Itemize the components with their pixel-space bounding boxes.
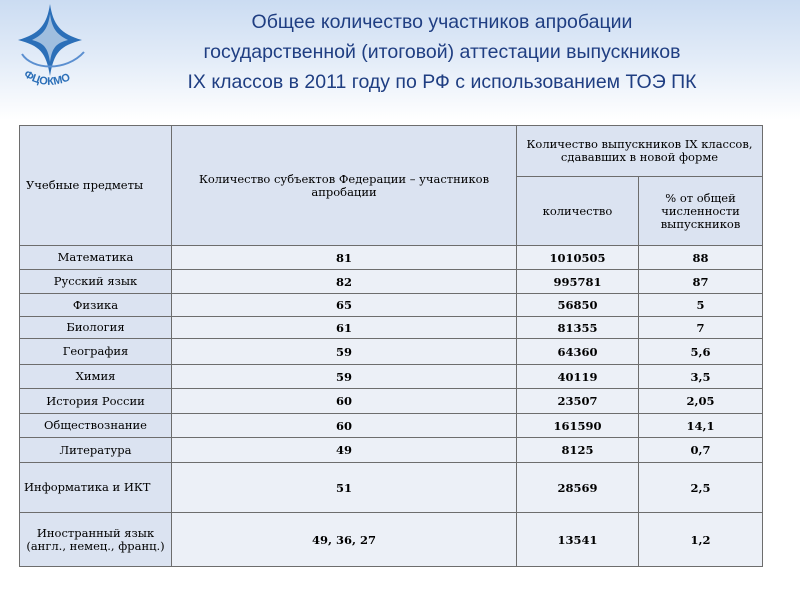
table-row — [20, 294, 763, 317]
cell-regions: 59 — [172, 365, 517, 389]
title-line: IX классов в 2011 году по РФ с использованием ТОЭ ПК — [187, 71, 697, 93]
cell-percent: 87 — [639, 270, 763, 294]
cell-regions: 60 — [172, 414, 517, 438]
table-row — [20, 246, 763, 270]
cell-count: 13541 — [517, 513, 639, 567]
cell-count: 1010505 — [517, 246, 639, 270]
cell-percent: 2,05 — [639, 389, 763, 414]
cell-count: 995781 — [517, 270, 639, 294]
cell-regions: 82 — [172, 270, 517, 294]
cell-regions: 60 — [172, 389, 517, 414]
cell-subject: История России — [20, 389, 172, 414]
title-line: Общее количество участников апробации — [251, 11, 633, 33]
header-regions: Количество субъектов Федерации – участников апробации — [172, 126, 517, 246]
cell-subject: Информатика и ИКТ — [20, 463, 172, 513]
cell-subject: Обществознание — [20, 414, 172, 438]
cell-count: 56850 — [517, 294, 639, 317]
cell-count: 23507 — [517, 389, 639, 414]
cell-percent: 3,5 — [639, 365, 763, 389]
header-subject: Учебные предметы — [20, 126, 172, 246]
page-title — [92, 7, 792, 97]
cell-regions: 59 — [172, 339, 517, 365]
cell-count: 64360 — [517, 339, 639, 365]
cell-regions: 65 — [172, 294, 517, 317]
table-row — [20, 365, 763, 389]
table-row — [20, 438, 763, 463]
cell-percent: 14,1 — [639, 414, 763, 438]
logo-text: ФЦОКМО — [21, 68, 73, 88]
header-graduates: Количество выпускников IX классов, сдававших в новой форме — [517, 126, 763, 177]
cell-subject: Литература — [20, 438, 172, 463]
cell-subject: География — [20, 339, 172, 365]
cell-percent: 0,7 — [639, 438, 763, 463]
cell-count: 8125 — [517, 438, 639, 463]
cell-percent: 5,6 — [639, 339, 763, 365]
table-row — [20, 270, 763, 294]
cell-count: 28569 — [517, 463, 639, 513]
cell-percent: 88 — [639, 246, 763, 270]
table-row — [20, 463, 763, 513]
cell-regions: 61 — [172, 317, 517, 339]
cell-subject: Математика — [20, 246, 172, 270]
table-row — [20, 414, 763, 438]
cell-count: 40119 — [517, 365, 639, 389]
table-row — [20, 317, 763, 339]
cell-subject: Биология — [20, 317, 172, 339]
table-row — [20, 513, 763, 567]
fcokmo-logo — [4, 0, 96, 92]
table-row — [20, 339, 763, 365]
cell-regions: 51 — [172, 463, 517, 513]
logo-star-highlight — [32, 14, 68, 62]
cell-regions: 49, 36, 27 — [172, 513, 517, 567]
cell-subject: Иностранный язык (англ., немец., франц.) — [20, 513, 172, 567]
cell-subject: Русский язык — [20, 270, 172, 294]
cell-subject: Химия — [20, 365, 172, 389]
cell-subject: Физика — [20, 294, 172, 317]
cell-regions: 49 — [172, 438, 517, 463]
table-row — [20, 389, 763, 414]
header-count: количество — [517, 177, 639, 246]
cell-count: 81355 — [517, 317, 639, 339]
cell-percent: 2,5 — [639, 463, 763, 513]
title-line: государственной (итоговой) аттестации выпускников — [203, 41, 681, 63]
header-percent: % от общей численности выпускников — [639, 177, 763, 246]
cell-percent: 7 — [639, 317, 763, 339]
participants-table — [19, 125, 763, 567]
cell-regions: 81 — [172, 246, 517, 270]
cell-percent: 5 — [639, 294, 763, 317]
cell-count: 161590 — [517, 414, 639, 438]
cell-percent: 1,2 — [639, 513, 763, 567]
